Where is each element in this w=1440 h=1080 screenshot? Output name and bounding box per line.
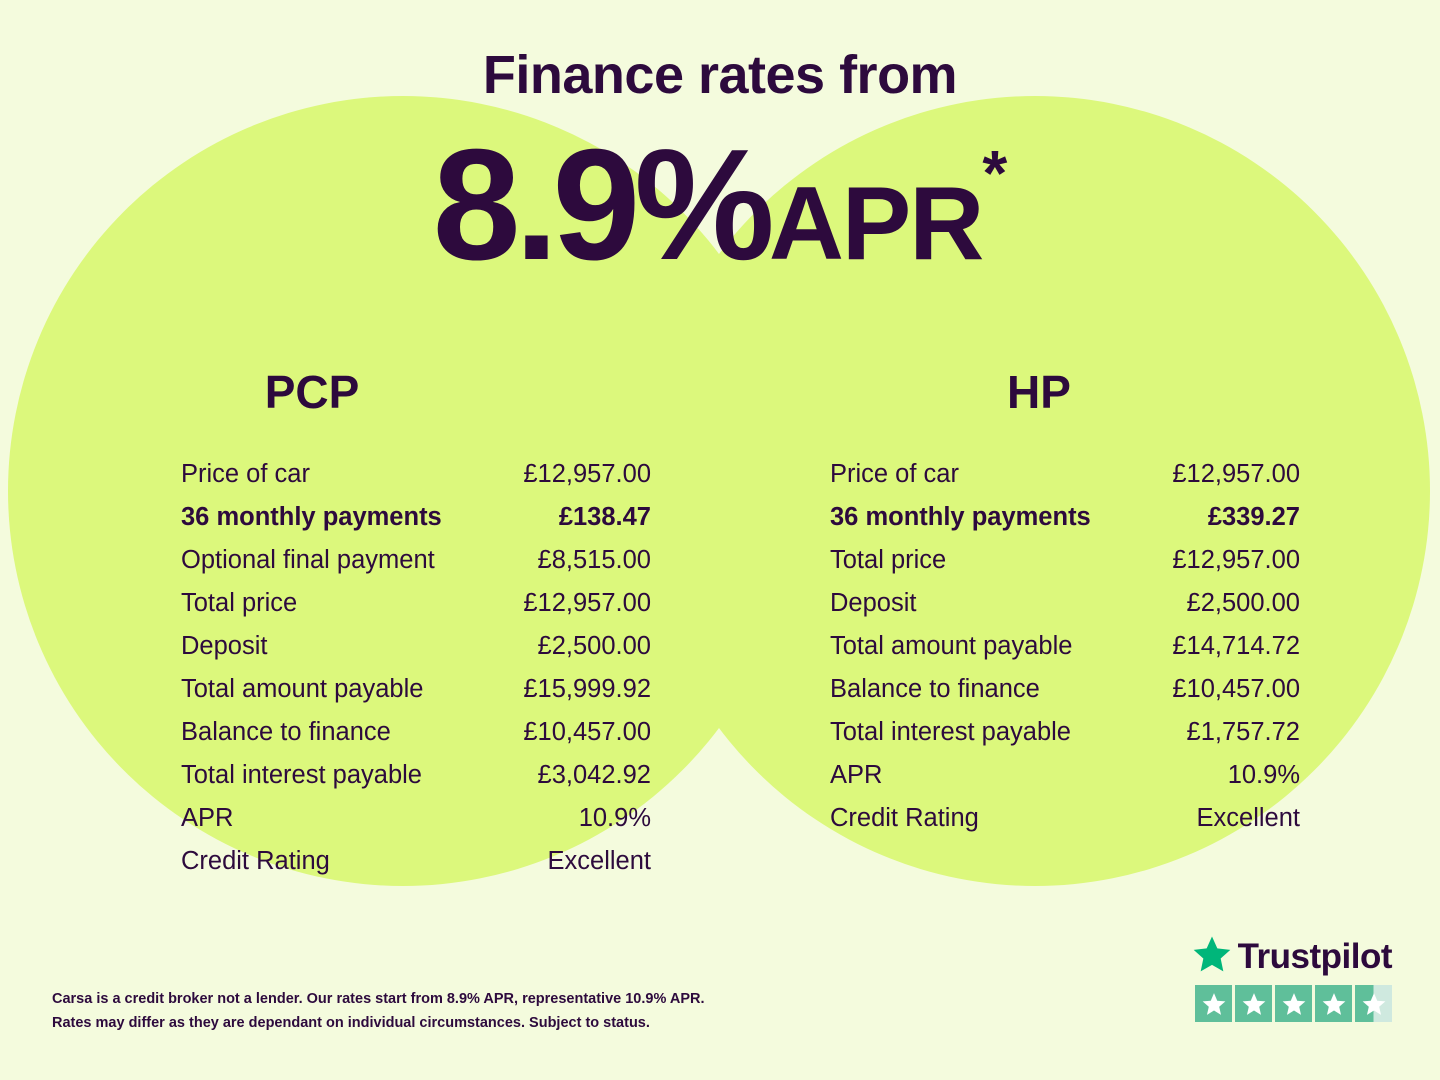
- row-label: APR: [181, 804, 234, 832]
- row-label: Balance to finance: [830, 675, 1040, 703]
- table-row: [181, 797, 651, 840]
- row-label: 36 monthly payments: [181, 503, 442, 531]
- row-value: £138.47: [558, 503, 651, 531]
- row-value: Excellent: [1196, 804, 1300, 832]
- row-label: Total interest payable: [181, 761, 422, 789]
- table-row: [181, 754, 651, 797]
- row-label: 36 monthly payments: [830, 503, 1091, 531]
- table-row: [181, 668, 651, 711]
- row-label: Balance to finance: [181, 718, 391, 746]
- row-value: £2,500.00: [537, 632, 651, 660]
- star-icon: [1275, 985, 1312, 1022]
- row-label: Deposit: [830, 589, 917, 617]
- trustpilot-wordmark: Trustpilot: [1237, 936, 1392, 976]
- rate-asterisk: *: [982, 137, 1008, 209]
- row-value: £2,500.00: [1186, 589, 1300, 617]
- finance-column-hp: [720, 365, 1440, 883]
- row-label: Optional final payment: [181, 546, 435, 574]
- table-row: [830, 797, 1300, 840]
- row-value: £10,457.00: [523, 718, 651, 746]
- table-row: [181, 496, 651, 539]
- row-value: Excellent: [547, 847, 651, 875]
- row-value: £15,999.92: [523, 675, 651, 703]
- trustpilot-stars: [1182, 985, 1392, 1022]
- row-value: £10,457.00: [1172, 675, 1300, 703]
- row-label: Total price: [181, 589, 298, 617]
- row-value: £12,957.00: [1172, 460, 1300, 488]
- trustpilot-rating: [1182, 934, 1392, 1022]
- row-value: £339.27: [1207, 503, 1300, 531]
- table-row: [830, 453, 1300, 496]
- trustpilot-star-icon: [1192, 934, 1232, 979]
- disclaimer: [52, 988, 705, 1036]
- row-label: Total amount payable: [830, 632, 1073, 660]
- row-value: 10.9%: [578, 804, 651, 832]
- table-row: [830, 539, 1300, 582]
- table-row: [830, 496, 1300, 539]
- row-label: Total interest payable: [830, 718, 1071, 746]
- column-title-pcp: PCP: [264, 366, 360, 418]
- star-icon: [1315, 985, 1352, 1022]
- row-value: £14,714.72: [1172, 632, 1300, 660]
- table-row: [181, 840, 651, 883]
- row-value: £12,957.00: [1172, 546, 1300, 574]
- row-label: Total price: [830, 546, 947, 574]
- table-row: [181, 582, 651, 625]
- row-value: £1,757.72: [1186, 718, 1300, 746]
- row-value: £3,042.92: [537, 761, 651, 789]
- star-icon: [1235, 985, 1272, 1022]
- row-value: £12,957.00: [523, 460, 651, 488]
- row-label: Credit Rating: [830, 804, 979, 832]
- table-row: [181, 711, 651, 754]
- row-label: Credit Rating: [181, 847, 330, 875]
- row-label: Total amount payable: [181, 675, 424, 703]
- column-title-hp: HP: [1007, 366, 1071, 418]
- row-label: APR: [830, 761, 883, 789]
- table-row: [181, 539, 651, 582]
- row-label: Deposit: [181, 632, 268, 660]
- table-row: [830, 754, 1300, 797]
- row-value: £12,957.00: [523, 589, 651, 617]
- finance-column-pcp: [0, 365, 720, 883]
- disclaimer-line-2: Rates may differ as they are dependant on individual circumstances. Subject to status.: [52, 1015, 650, 1032]
- rate-apr-label: APR: [768, 166, 983, 282]
- row-value: 10.9%: [1227, 761, 1300, 789]
- star-icon: [1195, 985, 1232, 1022]
- hp-rows: [830, 453, 1300, 840]
- table-row: [181, 625, 651, 668]
- table-row: [830, 582, 1300, 625]
- star-half-icon: [1355, 985, 1392, 1022]
- table-row: [181, 453, 651, 496]
- row-value: £8,515.00: [537, 546, 651, 574]
- disclaimer-line-1: Carsa is a credit broker not a lender. Our rates start from 8.9% APR, representative 10.9% APR.: [52, 991, 705, 1008]
- finance-comparison: [0, 365, 1440, 883]
- table-row: [830, 625, 1300, 668]
- row-label: Price of car: [181, 460, 310, 488]
- table-row: [830, 668, 1300, 711]
- table-row: [830, 711, 1300, 754]
- rate-number: 8.9%: [432, 117, 769, 293]
- row-label: Price of car: [830, 460, 959, 488]
- pcp-rows: [181, 453, 651, 883]
- rate-display: [0, 117, 1440, 293]
- page-title: Finance rates from: [482, 45, 958, 105]
